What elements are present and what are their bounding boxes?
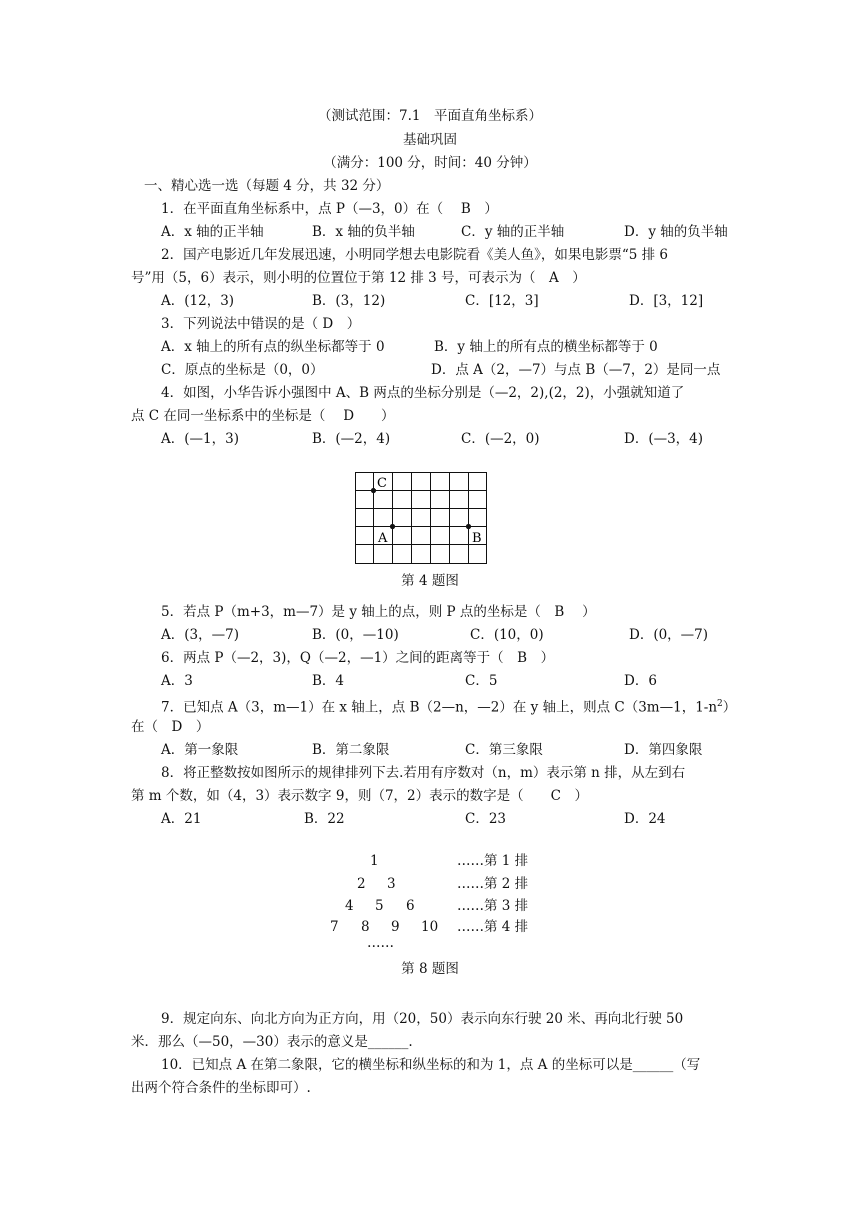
q7-stem-close: ） — [722, 699, 737, 716]
q6-option-a: A．3 — [161, 673, 193, 689]
q6-option-c: C．5 — [465, 673, 498, 689]
q8-option-d: D．24 — [624, 811, 666, 827]
q4-grid-lines — [355, 472, 487, 564]
q3-option-b: B．y 轴上的所有点的横坐标都等于 0 — [434, 339, 658, 355]
row3-num2: 5 — [375, 898, 384, 914]
label-b: B — [472, 531, 482, 546]
exam-meta: （满分：100 分，时间：40 分钟） — [323, 155, 537, 171]
q4-grid-figure — [355, 472, 487, 564]
q4-grid-svg — [355, 472, 487, 564]
q3-option-d: D．点 A（2，—7）与点 B（—7，2）是同一点 — [431, 362, 721, 378]
q2-option-b: B．(3，12) — [312, 293, 386, 309]
q8-caption: 第 8 题图 — [401, 961, 459, 977]
q8-stem-line1: 8．将正整数按如图所示的规律排列下去.若用有序数对（n，m）表示第 n 排，从左到右 — [161, 765, 686, 781]
row4-num1: 7 — [330, 919, 339, 935]
row3-num3: 6 — [406, 898, 415, 914]
row1-num1: 1 — [370, 853, 379, 869]
q7-option-d: D．第四象限 — [624, 742, 703, 758]
q6-option-b: B．4 — [312, 673, 345, 689]
row4-label: ……第 4 排 — [457, 919, 529, 935]
q1-option-b: B．x 轴的负半轴 — [312, 224, 415, 240]
q5-option-a: A．(3，—7) — [161, 627, 239, 643]
q1-stem: 1．在平面直角坐标系中，点 P（—3，0）在（ B ） — [161, 201, 498, 217]
q4-stem-line1: 4．如图，小华告诉小强图中 A、B 两点的坐标分别是（—2，2),(2，2)，小强就知道了 — [161, 385, 685, 401]
q4-option-c: C．(—2，0) — [461, 431, 540, 447]
q3-stem: 3．下列说法中错误的是（ D ） — [161, 316, 361, 332]
q3-option-a: A．x 轴上的所有点的纵坐标都等于 0 — [161, 339, 385, 355]
row2-num1: 2 — [357, 876, 366, 892]
q2-option-d: D．[3，12] — [629, 293, 704, 309]
q6-stem: 6．两点 P（—2，3)，Q（—2，—1）之间的距离等于（ B ） — [161, 650, 555, 666]
row3-label: ……第 3 排 — [457, 898, 529, 914]
part1-title: 一、精心选一选（每题 4 分，共 32 分） — [144, 178, 390, 194]
q7-option-c: C．第三象限 — [465, 742, 543, 758]
q10-stem-line1: 10．已知点 A 在第二象限，它的横坐标和纵坐标的和为 1，点 A 的坐标可以是______（写 — [161, 1057, 701, 1073]
q7-stem-text: 7．已知点 A（3，m—1）在 x 轴上，点 B（2—n，—2）在 y 轴上，则点 C（3m—1，1-n — [161, 699, 718, 716]
q2-stem-line1: 2．国产电影近几年发展迅速，小明同学想去电影院看《美人鱼》，如果电影票“5 排 6 — [161, 247, 669, 263]
row4-num3: 9 — [391, 919, 400, 935]
q2-option-c: C．[12，3] — [465, 293, 539, 309]
label-a: A — [378, 531, 388, 546]
q4-stem-line2: 点 C 在同一坐标系中的坐标是（ D ） — [131, 408, 395, 424]
q5-option-c: C．(10，0) — [470, 627, 544, 643]
q4-option-d: D．(—3，4) — [624, 431, 704, 447]
q7-stem-line1 — [161, 695, 736, 717]
q4-option-a: A．(—1，3) — [161, 431, 239, 447]
row3-num1: 4 — [345, 898, 354, 914]
q8-option-c: C．23 — [465, 811, 507, 827]
q4-option-b: B．(—2，4) — [312, 431, 391, 447]
q8-option-b: B．22 — [304, 811, 345, 827]
section-title: 基础巩固 — [403, 132, 457, 148]
q8-stem-line2: 第 m 个数，如（4，3）表示数字 9，则（7，2）表示的数字是（ C ） — [131, 788, 588, 804]
row2-label: ……第 2 排 — [457, 876, 529, 892]
q7-option-b: B．第二象限 — [312, 742, 390, 758]
q6-option-d: D．6 — [624, 673, 657, 689]
row2-num2: 3 — [387, 876, 396, 892]
q10-stem-line2: 出两个符合条件的坐标即可）. — [131, 1080, 311, 1096]
q8-option-a: A．21 — [161, 811, 202, 827]
q2-option-a: A．(12，3) — [161, 293, 235, 309]
label-c: C — [377, 476, 387, 491]
q9-stem-line2: 米．那么（—50，—30）表示的意义是______. — [131, 1034, 413, 1050]
q1-option-a: A．x 轴的正半轴 — [161, 224, 264, 240]
q1-option-c: C．y 轴的正半轴 — [461, 224, 565, 240]
q3-option-c: C．原点的坐标是（0，0） — [161, 362, 324, 378]
q2-stem-line2: 号”用（5，6）表示，则小明的位置位于第 12 排 3 号，可表示为（ A ） — [131, 270, 586, 286]
row4-num4: 10 — [421, 919, 439, 935]
row4-num2: 8 — [361, 919, 370, 935]
q1-option-d: D．y 轴的负半轴 — [624, 224, 728, 240]
q5-option-b: B．(0，—10) — [312, 627, 399, 643]
q5-stem: 5．若点 P（m+3，m—7）是 y 轴上的点，则 P 点的坐标是（ B ） — [161, 604, 596, 620]
q7-option-a: A．第一象限 — [161, 742, 239, 758]
q7-stem-line2: 在（ D ） — [131, 719, 210, 735]
row1-label: ……第 1 排 — [457, 853, 529, 869]
q9-stem-line1: 9．规定向东、向北方向为正方向，用（20，50）表示向东行驶 20 米、再向北行驶 50 — [161, 1011, 684, 1027]
q4-caption: 第 4 题图 — [401, 573, 459, 589]
q5-option-d: D．(0，—7) — [629, 627, 709, 643]
point-a — [390, 524, 395, 529]
row-continuation-dots: …… — [367, 935, 394, 951]
q7-superscript: 2 — [717, 699, 723, 709]
test-scope: （测试范围：7.1 平面直角坐标系） — [318, 108, 542, 124]
point-b — [466, 524, 471, 529]
